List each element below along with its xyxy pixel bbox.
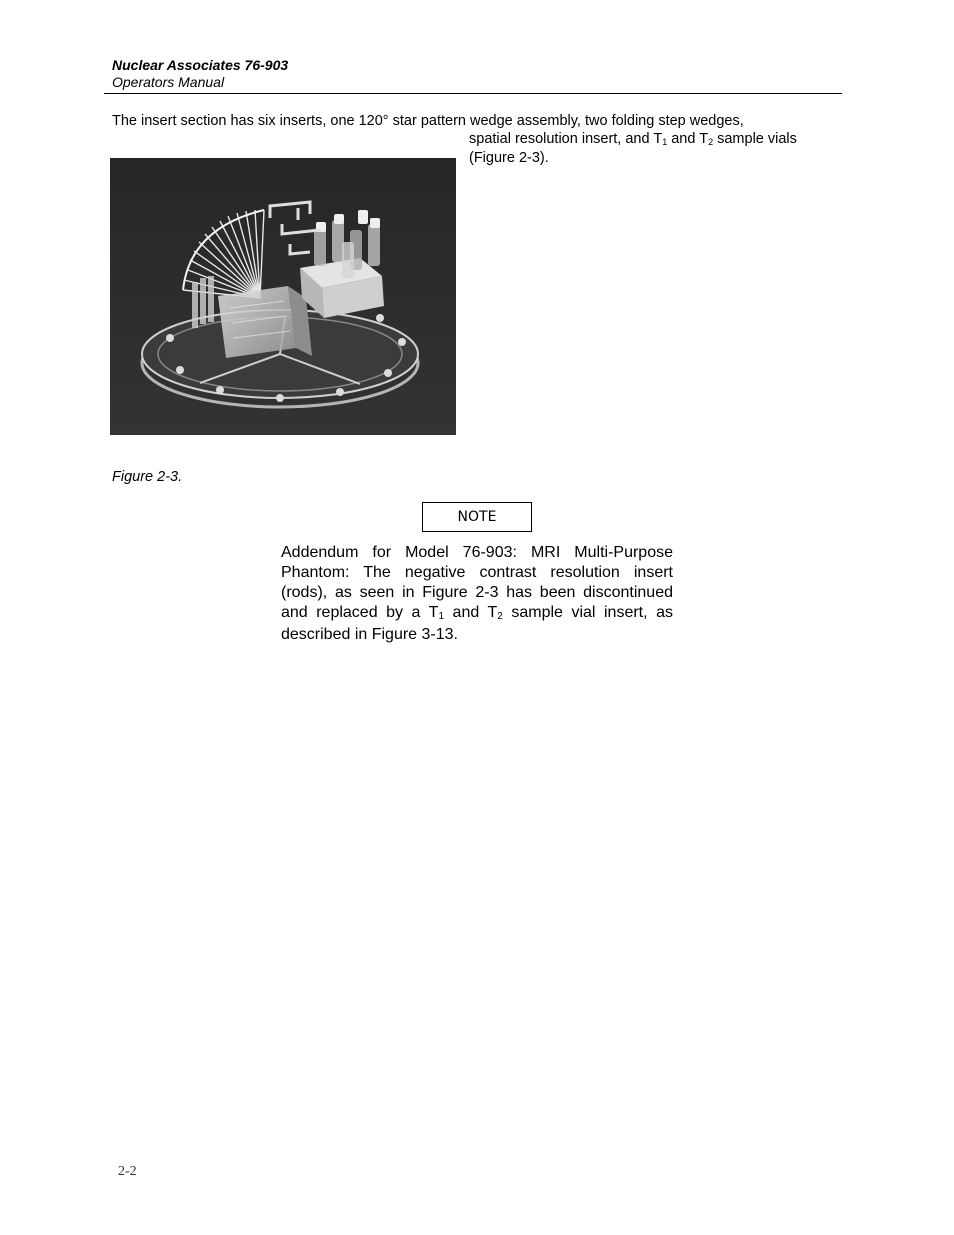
intro-paragraph-line1: The insert section has six inserts, one 120° star pattern wedge assembly, two folding step wedges, xyxy=(112,113,744,129)
page-header xyxy=(104,56,842,94)
phantom-insert-photo xyxy=(110,158,456,435)
note-label-box: NOTE xyxy=(422,502,532,532)
document-title: Nuclear Associates 76-903 xyxy=(112,57,289,73)
document-subtitle: Operators Manual xyxy=(112,74,225,90)
page-number: 2-2 xyxy=(118,1164,137,1179)
figure-caption: Figure 2-3. xyxy=(112,469,183,485)
addendum-note-text: Addendum for Model 76-903: MRI Multi-Purpose Phantom: The negative contrast resolution insert (rods), as seen in Figure 2-3 has been discontinued and replaced by a $T_1$ and $T_2$ sample vial insert, as described in Figure 3-13. xyxy=(281,544,673,643)
intro-paragraph-line2: spatial resolution insert, and $T_1$ and $T_2$ sample vials (Figure 2-3). xyxy=(469,131,797,166)
